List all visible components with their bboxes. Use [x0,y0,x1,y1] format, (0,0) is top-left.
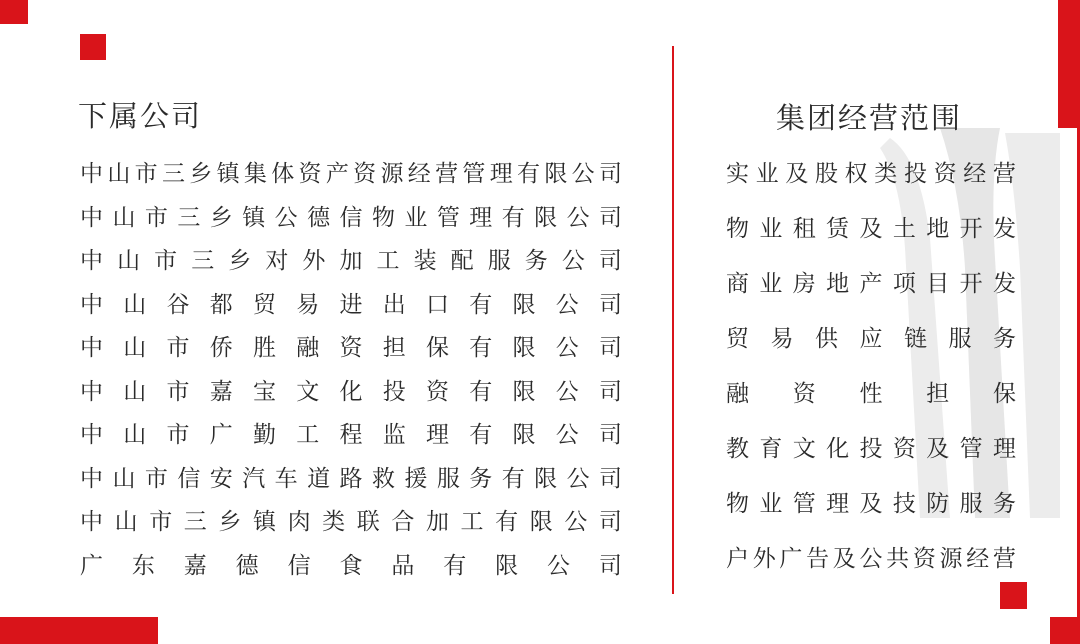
subsidiary-list [80,150,622,585]
business-scope-list [726,144,1016,584]
subsidiary-item: 中 山 市 三 乡 对 外 加 工 装 配 服 务 公 司 [80,248,622,275]
subsidiary-item: 中 山 谷 都 贸 易 进 出 口 有 限 公 司 [80,291,622,318]
top-left-red-square [80,34,106,60]
subsidiary-item: 中 山 市 信 安 汽 车 道 路 救 援 服 务 有 限 公 司 [80,465,622,492]
subsidiary-item: 中 山 市 嘉 宝 文 化 投 资 有 限 公 司 [80,378,622,405]
business-scope-item: 实 业 及 股 权 类 投 资 经 营 [726,161,1016,187]
business-scope-item: 教 育 文 化 投 资 及 管 理 [726,436,1016,462]
subsidiary-item: 中 山 市 三 乡 镇 公 德 信 物 业 管 理 有 限 公 司 [80,204,622,231]
bottom-right-red-square [1000,582,1027,609]
business-scope-item: 贸 易 供 应 链 服 务 [726,326,1016,352]
subsidiaries-heading: 下属公司 [78,99,203,133]
subsidiary-item: 中 山 市 三 乡 镇 集 体 资 产 资 源 经 营 管 理 有 限 公 司 [80,161,622,188]
subsidiary-item: 中 山 市 三 乡 镇 肉 类 联 合 加 工 有 限 公 司 [80,509,622,536]
top-right-red-bar [1058,0,1080,128]
vertical-divider [672,46,674,594]
business-scope-item: 融 资 性 担 保 [726,381,1016,407]
business-scope-item: 户 外 广 告 及 公 共 资 源 经 营 [726,546,1016,572]
subsidiary-item: 中 山 市 侨 胜 融 资 担 保 有 限 公 司 [80,335,622,362]
bottom-right-red-bar [1050,617,1080,644]
subsidiary-item: 中 山 市 广 勤 工 程 监 理 有 限 公 司 [80,422,622,449]
business-scope-item: 物 业 租 赁 及 土 地 开 发 [726,216,1016,242]
business-scope-item: 物 业 管 理 及 技 防 服 务 [726,491,1016,517]
business-scope-item: 商 业 房 地 产 项 目 开 发 [726,271,1016,297]
bottom-left-red-bar [0,617,158,644]
subsidiary-item: 广 东 嘉 德 信 食 品 有 限 公 司 [80,552,622,579]
business-scope-heading: 集团经营范围 [776,101,963,135]
top-left-red-corner [0,0,28,24]
